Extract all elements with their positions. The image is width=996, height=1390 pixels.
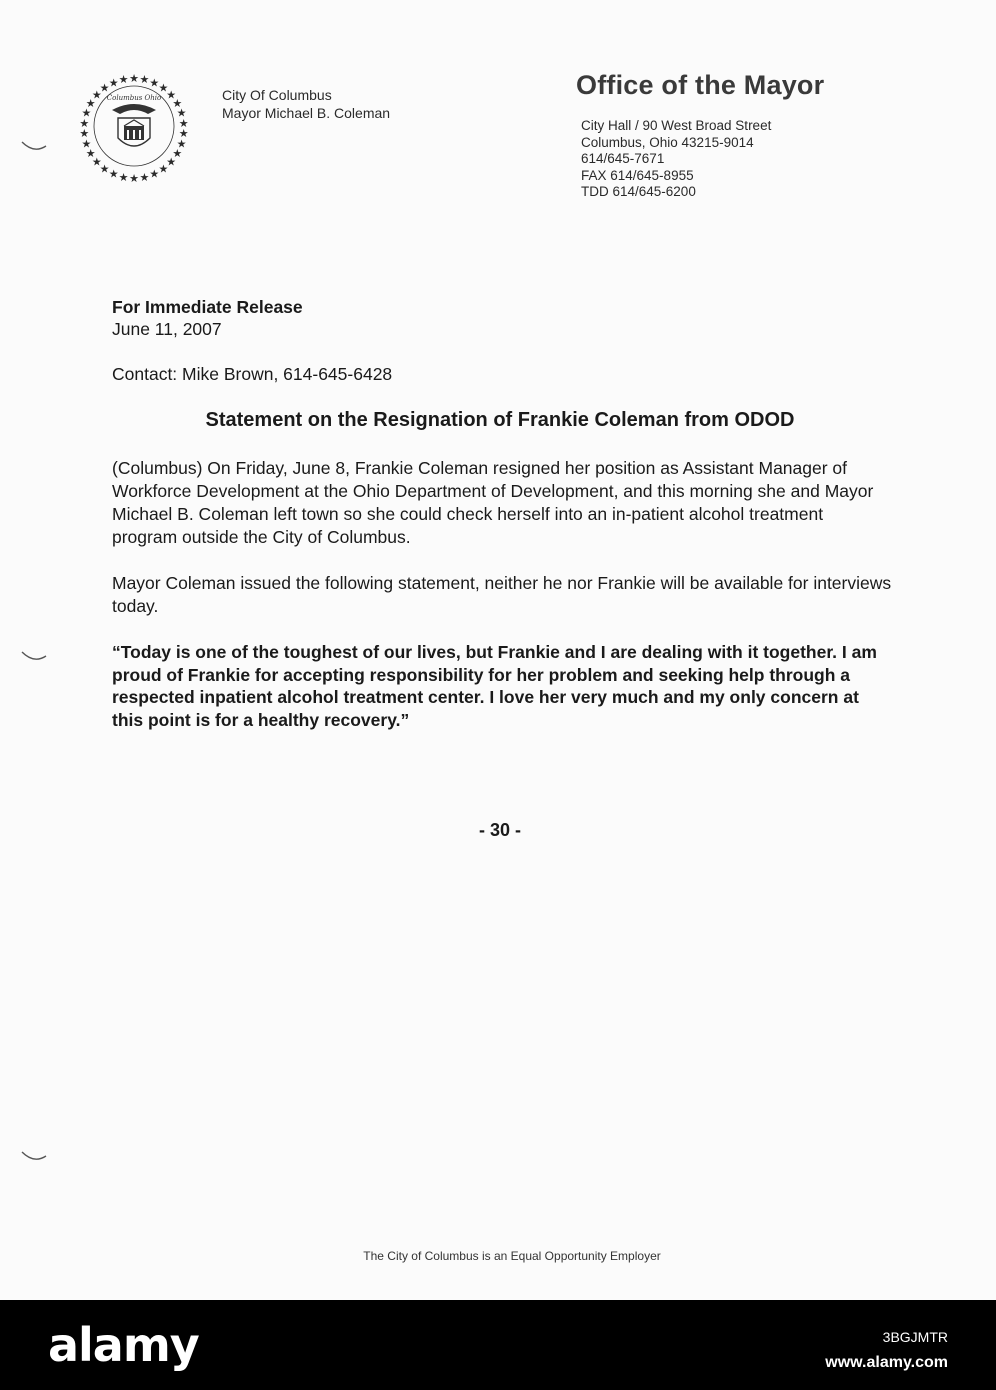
letterhead-org <box>222 86 390 122</box>
seal-star-icon: ★ <box>99 81 110 95</box>
brand-logo: alamy <box>48 1318 199 1372</box>
seal-star-icon: ★ <box>81 106 92 120</box>
seal-star-icon: ★ <box>129 72 139 85</box>
seal-star-icon: ★ <box>178 116 189 130</box>
seal-star-icon: ★ <box>172 147 183 160</box>
body-paragraph-1: (Columbus) On Friday, June 8, Frankie Coleman resigned her position as Assistant Manager of Workforce Development at the Ohio Department of Development, and this morning she and Mayor Michael B. Coleman left town so she could check herself into an in-patient alcohol treatment program outside the City of Columbus. <box>112 458 874 547</box>
punch-hole-mark <box>20 650 48 662</box>
body-paragraph-2: Mayor Coleman issued the following statement, neither he nor Frankie will be available for interviews today. <box>112 573 892 616</box>
statement-headline: Statement on the Resignation of Frankie Coleman from ODOD <box>205 409 795 431</box>
release-contact: Contact: Mike Brown, 614-645-6428 <box>112 364 393 384</box>
address-phone: 614/645-7671 <box>581 151 665 166</box>
seal-star-icon: ★ <box>149 167 160 181</box>
seal-star-icon: ★ <box>172 97 183 110</box>
seal-star-icon: ★ <box>85 97 96 110</box>
seal-star-icon: ★ <box>139 73 150 87</box>
org-mayor-name: Mayor Michael B. Coleman <box>222 105 391 121</box>
seal-star-icon: ★ <box>176 106 187 120</box>
seal-star-icon: ★ <box>176 137 187 151</box>
release-info <box>112 296 303 340</box>
address-tdd: TDD 614/645-6200 <box>581 184 696 199</box>
seal-star-icon: ★ <box>108 76 119 90</box>
seal-star-icon: ★ <box>108 167 119 181</box>
seal-star-icon: ★ <box>79 127 90 141</box>
seal-star-icon: ★ <box>178 127 189 141</box>
seal-star-icon: ★ <box>139 170 150 182</box>
seal-star-icon: ★ <box>158 162 169 176</box>
punch-hole-mark <box>20 1150 48 1162</box>
seal-star-icon: ★ <box>91 155 102 169</box>
seal-star-icon: ★ <box>79 116 90 130</box>
seal-star-icon: ★ <box>81 137 92 151</box>
seal-text: Columbus Ohio <box>106 94 162 102</box>
brand-url: www.alamy.com <box>825 1354 948 1371</box>
seal-star-icon: ★ <box>118 73 129 87</box>
release-label: For Immediate Release <box>112 297 303 317</box>
release-date: June 11, 2007 <box>112 319 222 339</box>
seal-star-icon: ★ <box>129 172 139 182</box>
address-fax: FAX 614/645-8955 <box>581 167 694 183</box>
address-city: Columbus, Ohio 43215-9014 <box>581 134 754 150</box>
seal-star-icon: ★ <box>166 88 177 102</box>
image-id: 3BGJMTR <box>882 1329 948 1345</box>
seal-star-icon: ★ <box>158 81 169 95</box>
org-city-name: City Of Columbus <box>222 87 332 103</box>
seal-star-icon: ★ <box>166 155 177 169</box>
office-address <box>581 118 771 201</box>
seal-star-icon: ★ <box>85 147 96 160</box>
brand-info <box>825 1324 948 1376</box>
seal-star-icon: ★ <box>149 76 160 90</box>
punch-hole-mark <box>20 140 48 152</box>
seal-star-icon: ★ <box>91 88 102 102</box>
office-title: Office of the Mayor <box>576 70 825 100</box>
mayor-quote: “Today is one of the toughest of our lives, but Frankie and I are dealing with it together. I am proud of Frankie for accepting responsibility for her problem and seeking help through a respected inpatient alcohol treatment center. I love her very much and my only concern at this point is for a healthy recovery.” <box>112 642 877 730</box>
seal-star-icon: ★ <box>99 162 110 176</box>
footer-eoe: The City of Columbus is an Equal Opportunity Employer <box>363 1249 661 1263</box>
address-street: City Hall / 90 West Broad Street <box>581 118 772 133</box>
city-seal-icon <box>74 70 194 182</box>
seal-star-icon: ★ <box>118 170 129 182</box>
end-mark: - 30 - <box>478 820 521 840</box>
